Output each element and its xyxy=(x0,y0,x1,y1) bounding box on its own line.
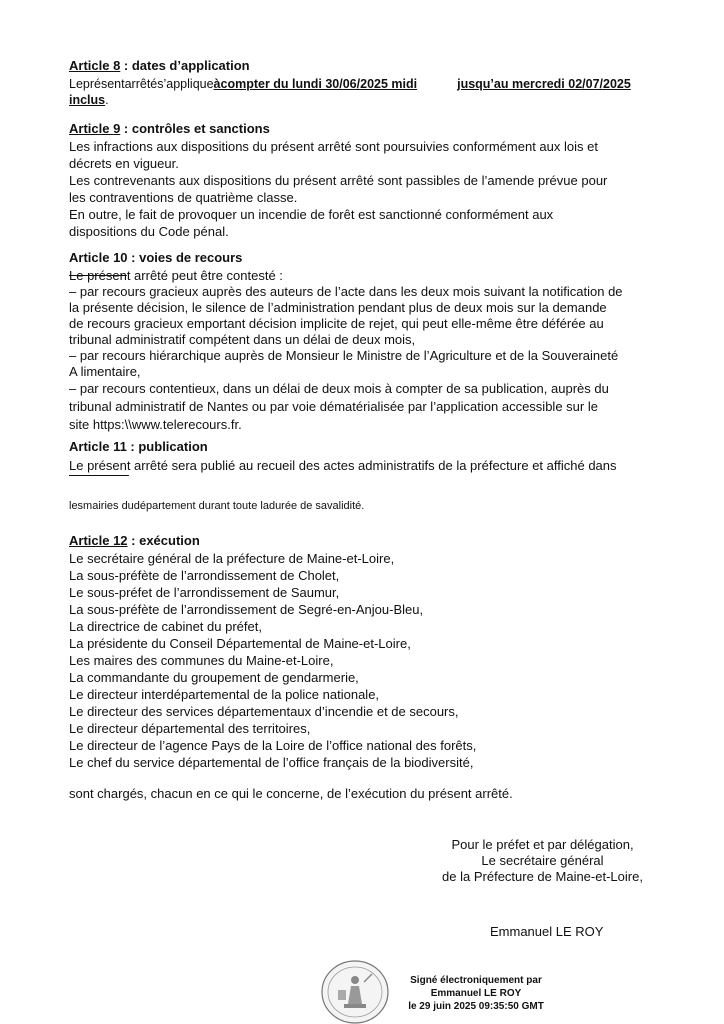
article-10-intro: t arrêté peut être contesté : xyxy=(126,268,283,283)
article-11-heading: Article 11 : publication xyxy=(69,439,208,454)
article-9-line: les contraventions de quatrième classe. xyxy=(69,190,298,205)
underline-rule xyxy=(69,475,129,476)
e-sign-line: Signé électroniquement par xyxy=(410,975,542,986)
executor-line: La directrice de cabinet du préfet, xyxy=(69,619,262,634)
article-10-line: – par recours contentieux, dans un délai de deux mois à compter de sa publication, auprès du xyxy=(69,381,609,396)
e-sign-name: Emmanuel LE ROY xyxy=(430,988,522,999)
article-8-text: Leprésentarrêtés’applique xyxy=(69,77,214,91)
article-9-title: : contrôles et sanctions xyxy=(120,121,270,136)
article-9-line: décrets en vigueur. xyxy=(69,156,179,171)
e-sign-date: le 29 juin 2025 09:35:50 GMT xyxy=(408,1001,544,1012)
article-8-period: . xyxy=(105,93,109,107)
article-12-closing: sont chargés, chacun en ce qui le concerne, de l’exécution du présent arrêté. xyxy=(69,786,513,801)
article-12-heading xyxy=(69,533,200,549)
executor-line: Le directeur interdépartemental de la police nationale, xyxy=(69,687,380,702)
article-10-heading: Article 10 : voies de recours xyxy=(69,250,243,265)
article-10-link-text: site https:\\www.telerecours.fr. xyxy=(69,417,242,432)
article-11-line-1: Le présent arrêté sera publié au recueil des actes administratifs de la préfecture et affiché dans xyxy=(69,458,617,473)
executor-line: La sous-préfète de l’arrondissement de Segré-en-Anjou-Bleu, xyxy=(69,602,424,617)
article-8-start-date: àcompter du lundi 30/06/2025 midi xyxy=(213,77,418,91)
article-10-line: la présente décision, le silence de l’administration pendant plus de deux mois sur la demande xyxy=(69,300,607,315)
signature-line: Pour le préfet et par délégation, xyxy=(451,837,634,852)
signature-line: de la Préfecture de Maine-et-Loire, xyxy=(442,869,643,884)
article-9-line: En outre, le fait de provoquer un incendie de forêt est sanctionné conformément aux xyxy=(69,207,554,222)
signature-block xyxy=(420,837,665,885)
article-12-number: 12 xyxy=(113,533,128,548)
article-9-line: Les infractions aux dispositions du présent arrêté sont poursuivies conformément aux lois et xyxy=(69,139,598,154)
executor-line: Le chef du service départemental de l’office français de la biodiversité, xyxy=(69,755,474,770)
article-8-title: : dates d’application xyxy=(120,58,250,73)
article-8-prefix: Article xyxy=(69,58,114,73)
article-10-line: A limentaire, xyxy=(69,364,141,379)
article-10-line: tribunal administratif compétent dans un délai de deux mois, xyxy=(69,332,416,347)
article-9-prefix: Article xyxy=(69,121,114,136)
article-10-line: – par recours gracieux auprès des auteurs de l’acte dans les deux mois suivant la notification de xyxy=(69,284,623,299)
signer-name: Emmanuel LE ROY xyxy=(490,924,604,939)
seal-icon xyxy=(320,960,390,1024)
executor-line: Le secrétaire général de la préfecture de Maine-et-Loire, xyxy=(69,551,395,566)
article-8-end-date: jusqu’au mercredi 02/07/2025 xyxy=(457,77,631,91)
electronic-signature xyxy=(398,974,554,1013)
article-11-line-2: lesmairies dudépartement durant toute ladurée de savalidité. xyxy=(69,500,365,512)
article-9-line: dispositions du Code pénal. xyxy=(69,224,229,239)
executor-line: Le directeur de l’agence Pays de la Loire de l’office national des forêts, xyxy=(69,738,477,753)
article-8-body xyxy=(69,76,669,108)
executor-line: Le directeur départemental des territoires, xyxy=(69,721,311,736)
executor-line: La commandante du groupement de gendarmerie, xyxy=(69,670,359,685)
article-10-body xyxy=(69,268,669,434)
article-10-line: de recours gracieux emportant décision implicite de rejet, qui peut elle-même être déférée au xyxy=(69,316,604,331)
article-8-number: 8 xyxy=(113,58,121,73)
article-12-label xyxy=(69,533,128,548)
article-10-line: – par recours hiérarchique auprès de Monsieur le Ministre de l’Agriculture et de la Souveraineté xyxy=(69,348,619,363)
article-8-inclusive: inclus xyxy=(69,93,106,107)
executor-line: La présidente du Conseil Départemental de Maine-et-Loire, xyxy=(69,636,411,651)
signature-line: Le secrétaire général xyxy=(481,853,604,868)
article-9-heading xyxy=(69,121,270,137)
article-9-label xyxy=(69,121,120,136)
article-9-number: 9 xyxy=(113,121,121,136)
article-12-prefix: Article xyxy=(69,533,114,548)
executor-line: Les maires des communes du Maine-et-Loire, xyxy=(69,653,334,668)
executor-line: Le directeur des services départementaux d’incendie et de secours, xyxy=(69,704,459,719)
article-9-body xyxy=(69,138,669,240)
article-8-heading xyxy=(69,58,250,74)
article-10-line: tribunal administratif de Nantes ou par voie dématérialisée par l’application accessible sur le xyxy=(69,399,598,414)
executor-line: Le sous-préfet de l’arrondissement de Saumur, xyxy=(69,585,340,600)
article-10-struck-text: Le présen xyxy=(69,268,127,283)
article-8-label xyxy=(69,58,120,73)
article-12-body xyxy=(69,550,669,771)
article-9-line: Les contrevenants aux dispositions du présent arrêté sont passibles de l’amende prévue pour xyxy=(69,173,608,188)
article-12-title: : exécution xyxy=(127,533,200,548)
executor-line: La sous-préfète de l’arrondissement de Cholet, xyxy=(69,568,340,583)
